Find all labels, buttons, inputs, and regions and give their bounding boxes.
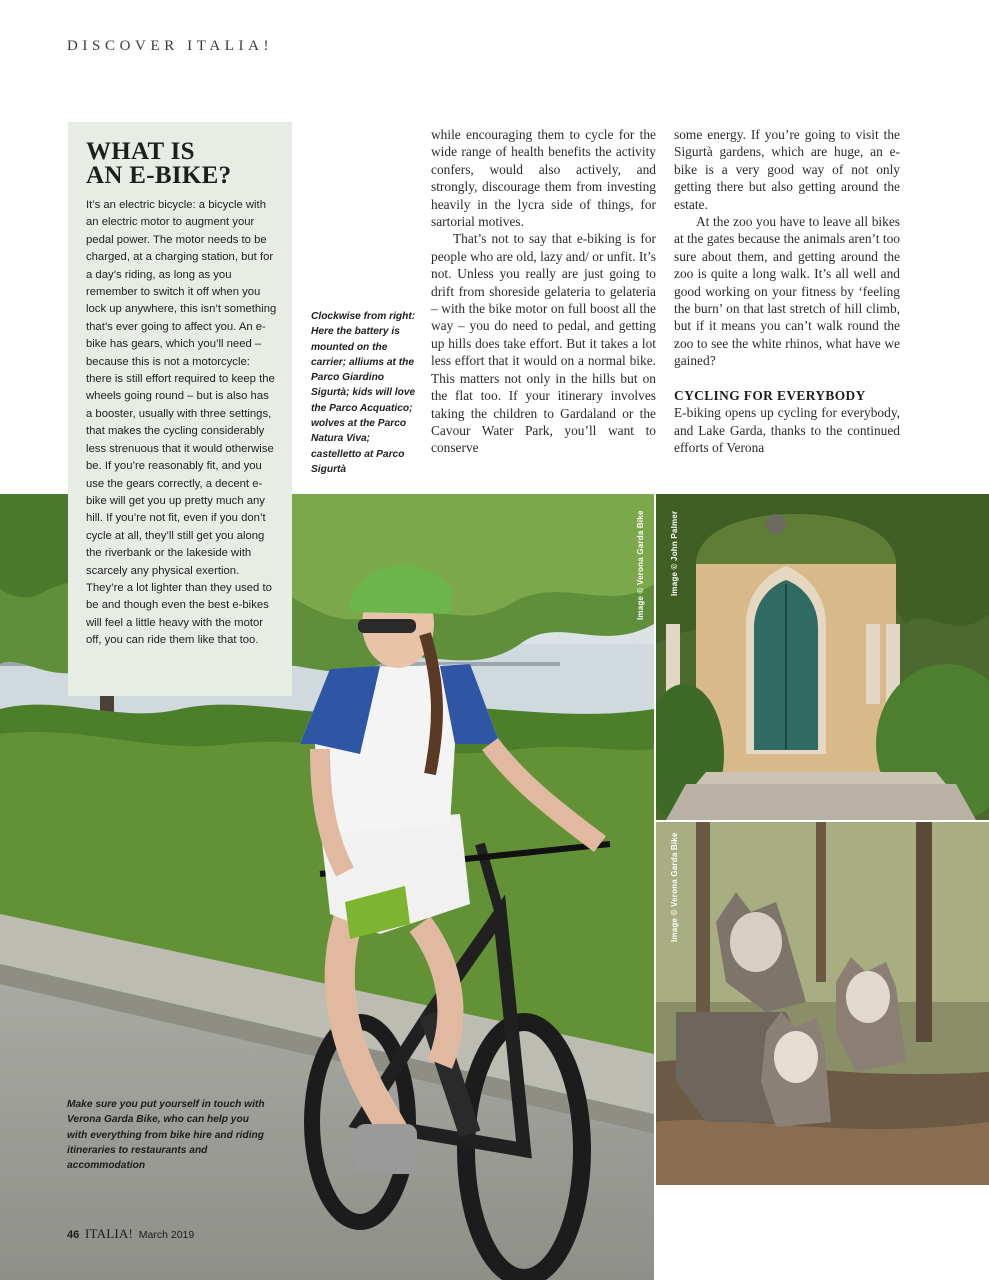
article-column-2 xyxy=(674,126,900,456)
issue-date: March 2019 xyxy=(138,1229,195,1241)
what-is-an-ebike-sidebar xyxy=(68,122,292,696)
castelletto-photo-credit: Image © John Palmer xyxy=(670,510,679,596)
article-paragraph: At the zoo you have to leave all bikes at the gates because the animals aren’t too sure about them, and getting around the zoo is quite a long walk. It’s all well and good working on your fitness by ‘feeling the burn’ on that last stretch of hill climb, but if it means you can’t walk round the zoo to see the white rhinos, what have we gained? xyxy=(674,214,900,369)
magazine-name: ITALIA! xyxy=(85,1226,134,1241)
sidebar-title-line2: AN E-BIKE? xyxy=(86,162,232,189)
running-head: DISCOVER ITALIA! xyxy=(67,38,274,54)
article-paragraph: some energy. If you’re going to visit the Sigurtà gardens, which are huge, an e-bike is a very good way of not only getting there but also getting around the estate. xyxy=(674,127,900,212)
article-paragraph: That’s not to say that e-biking is for people who are old, lazy and/ or unfit. It’s not. Unless you really are just going to drift from shoreside gelateria to gelateria – with the bike motor on full boost all the way – you do need to pedal, and getting up hills does take effort. But it takes a lot less effort that it would on a normal bike. This matters not only in the hills but on the flat too. If your itinerary involves taking the children to Gardaland or the Cavour Water Park, you’ll want to conserve xyxy=(431,231,656,456)
article-paragraph: E-biking opens up cycling for everybody, and Lake Garda, thanks to the continued efforts of Verona xyxy=(674,405,900,455)
article-paragraph: while encouraging them to cycle for the wide range of health benefits the activity confers, would also actively, and strongly, discourage them from investing heavily in the lycra side of things, for sartorial motives. xyxy=(431,127,656,230)
page-number: 46 xyxy=(67,1229,80,1241)
sidebar-body: It’s an electric bicycle: a bicycle with an electric motor to augment your pedal power. The motor needs to be charged, at a charging station, but for a day’s riding, as long as you remember to switch it off when you lock up anywhere, this isn’t something that’s ever going to affect you. An e-bike has gears, which you’ll need – because this is not a motorcycle: there is still effort required to keep the wheels going round – but is also has a booster, usually with three settings, that makes the cycling considerably less strenuous that it would otherwise be. If you’re reasonably fit, and you use the gears correctly, a decent e-bike will get you up pretty much any hill. If you’re not fit, even if you don’t cycle at all, they’ll still get you along the riverbank or the lakeside with scarcely any physical exertion. They’re a lot lighter than they used to be and though even the best e-bikes will feel a little heavy with the motor off, you can ride them like that too. xyxy=(86,199,277,647)
photo-caption-bottom: Make sure you put yourself in touch with Verona Garda Bike, who can help you with everything from bike hire and riding itineraries to restaurants and accommodation xyxy=(67,1099,265,1172)
wolves-photo-credit: Image © Verona Garda Bike xyxy=(670,832,679,942)
wolves-photo xyxy=(656,822,989,1185)
page-footer xyxy=(67,1226,194,1242)
article-subhead: CYCLING FOR EVERYBODY xyxy=(674,387,866,403)
sidebar-title xyxy=(86,140,278,188)
castelletto-photo xyxy=(656,494,989,820)
sidebar-title-line1: WHAT IS xyxy=(86,138,195,165)
photo-caption-top: Clockwise from right: Here the battery is mounted on the carrier; alliums at the Parco Giardino Sigurtà; kids will love the Parco Acquatico; wolves at the Parco Natura Viva; castelletto at Parco Sigurtà xyxy=(311,311,416,475)
cyclist-photo-credit: Image © Verona Garda Bike xyxy=(636,510,645,620)
article-column-1 xyxy=(431,126,656,457)
